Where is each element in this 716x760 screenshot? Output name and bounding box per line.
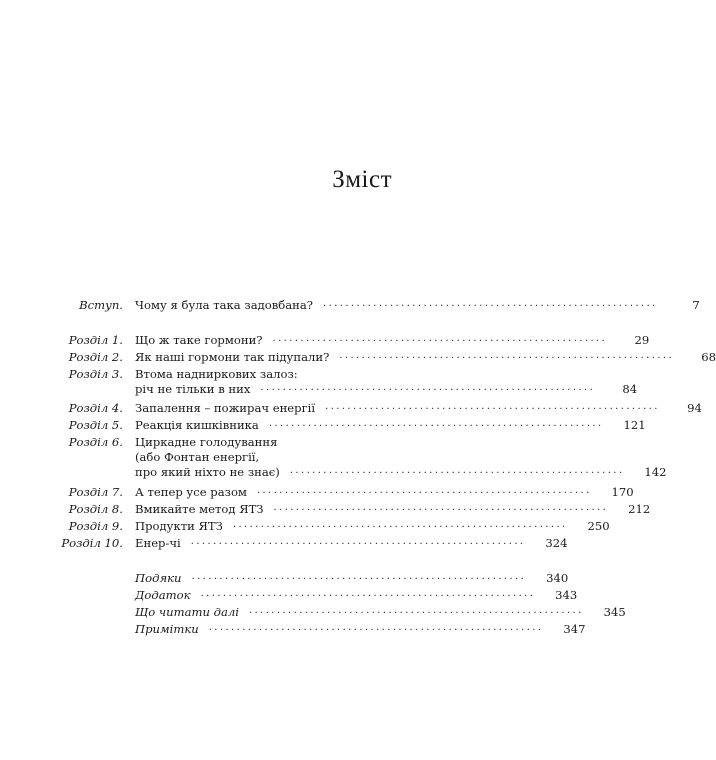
toc-page-number: 345 bbox=[603, 605, 626, 619]
toc-entry-body bbox=[135, 435, 667, 480]
toc-entry-label: Розділ 10. bbox=[61, 536, 123, 550]
toc-page-number: 250 bbox=[587, 519, 610, 533]
toc-entry-body bbox=[135, 519, 610, 534]
toc-entry-body bbox=[135, 588, 578, 603]
toc-entry-label: Розділ 7. bbox=[68, 485, 123, 499]
toc-entry-body bbox=[135, 502, 651, 517]
toc-entry-title: про який ніхто не знає) bbox=[135, 465, 280, 479]
toc-page-number: 324 bbox=[545, 536, 568, 550]
toc-entry-label: Розділ 1. bbox=[68, 333, 123, 347]
toc-page-number: 142 bbox=[644, 465, 667, 479]
toc-entry-body bbox=[135, 605, 626, 620]
toc-entry-body bbox=[135, 485, 634, 500]
toc-entry-label: Розділ 8. bbox=[68, 502, 123, 516]
toc-entry-label: Розділ 2. bbox=[68, 350, 123, 364]
leader-dots: ···························································· bbox=[208, 625, 544, 636]
leader-dots: ···························································· bbox=[289, 468, 625, 479]
leader-dots: ···························································· bbox=[232, 522, 568, 533]
toc-entry-label: Розділ 3. bbox=[68, 367, 123, 381]
toc-entry-title: Додаток bbox=[135, 588, 191, 602]
toc-entry-body bbox=[135, 536, 568, 551]
toc-entry-title: Що читати далі bbox=[135, 605, 239, 619]
toc-page-number: 340 bbox=[546, 571, 569, 585]
leader-dots: ···························································· bbox=[191, 574, 527, 585]
toc-page-number: 121 bbox=[623, 418, 646, 432]
toc-entry-title: річ не тільки в них bbox=[135, 382, 251, 396]
toc-entry-title: Чому я була така задовбана? bbox=[135, 298, 314, 312]
toc-page-number: 7 bbox=[692, 298, 700, 312]
toc-entry-body bbox=[135, 622, 586, 637]
toc-entry-title: Подяки bbox=[135, 571, 182, 585]
toc-entry-body bbox=[135, 418, 646, 433]
leader-dots: ···························································· bbox=[260, 385, 596, 396]
leader-dots: ···························································· bbox=[268, 421, 604, 432]
toc-entry-title: Енер-чі bbox=[135, 536, 181, 550]
toc-entry-title: Втома надниркових залоз: bbox=[135, 367, 298, 381]
leader-dots: ···························································· bbox=[323, 301, 658, 312]
toc-entry-title: Вмикайте метод ЯТЗ bbox=[135, 502, 264, 516]
leader-dots: ···························································· bbox=[200, 591, 536, 602]
leader-dots: ···························································· bbox=[339, 353, 675, 364]
toc-entry-label: Розділ 9. bbox=[68, 519, 123, 533]
toc-page-number: 29 bbox=[634, 333, 650, 347]
toc-entry-title: Що ж таке гормони? bbox=[135, 333, 263, 347]
toc-entry-title: (або Фонтан енергії, bbox=[135, 450, 260, 464]
page-title: Зміст bbox=[332, 166, 392, 193]
toc-entry-title: Циркадне голодування bbox=[135, 435, 278, 449]
toc-page-number: 347 bbox=[563, 622, 586, 636]
toc-page-number: 68 bbox=[701, 350, 716, 364]
toc-page-number: 212 bbox=[628, 502, 651, 516]
toc-entry-title: Як наші гормони так підупали? bbox=[135, 350, 330, 364]
toc-entry-body bbox=[135, 571, 569, 586]
toc-page-number: 343 bbox=[555, 588, 578, 602]
toc-entry-title: Продукти ЯТЗ bbox=[135, 519, 223, 533]
toc-entry-title: Примітки bbox=[135, 622, 199, 636]
toc-entry-body bbox=[135, 350, 716, 365]
toc-page-number: 170 bbox=[611, 485, 634, 499]
toc-entry-body bbox=[135, 333, 650, 348]
leader-dots: ···························································· bbox=[325, 404, 660, 415]
toc-entry-label: Вступ. bbox=[79, 298, 123, 312]
leader-dots: ···························································· bbox=[248, 608, 584, 619]
toc-entry-body bbox=[135, 401, 702, 416]
toc-page-number: 84 bbox=[622, 382, 638, 396]
leader-dots: ···························································· bbox=[273, 505, 609, 516]
toc-entry-body bbox=[135, 298, 700, 313]
leader-dots: ···························································· bbox=[190, 539, 526, 550]
toc-page-number: 94 bbox=[687, 401, 702, 415]
toc-entry-title: А тепер усе разом bbox=[135, 485, 247, 499]
leader-dots: ···························································· bbox=[272, 336, 608, 347]
toc-entry-title: Реакція кишківника bbox=[135, 418, 259, 432]
toc-entry-label: Розділ 5. bbox=[68, 418, 123, 432]
toc-entry-body bbox=[135, 367, 638, 397]
toc-entry-label: Розділ 6. bbox=[68, 435, 123, 449]
leader-dots: ···························································· bbox=[256, 488, 592, 499]
toc-entry-title: Запалення – пожирач енергії bbox=[135, 401, 316, 415]
toc-entry-label: Розділ 4. bbox=[68, 401, 123, 415]
